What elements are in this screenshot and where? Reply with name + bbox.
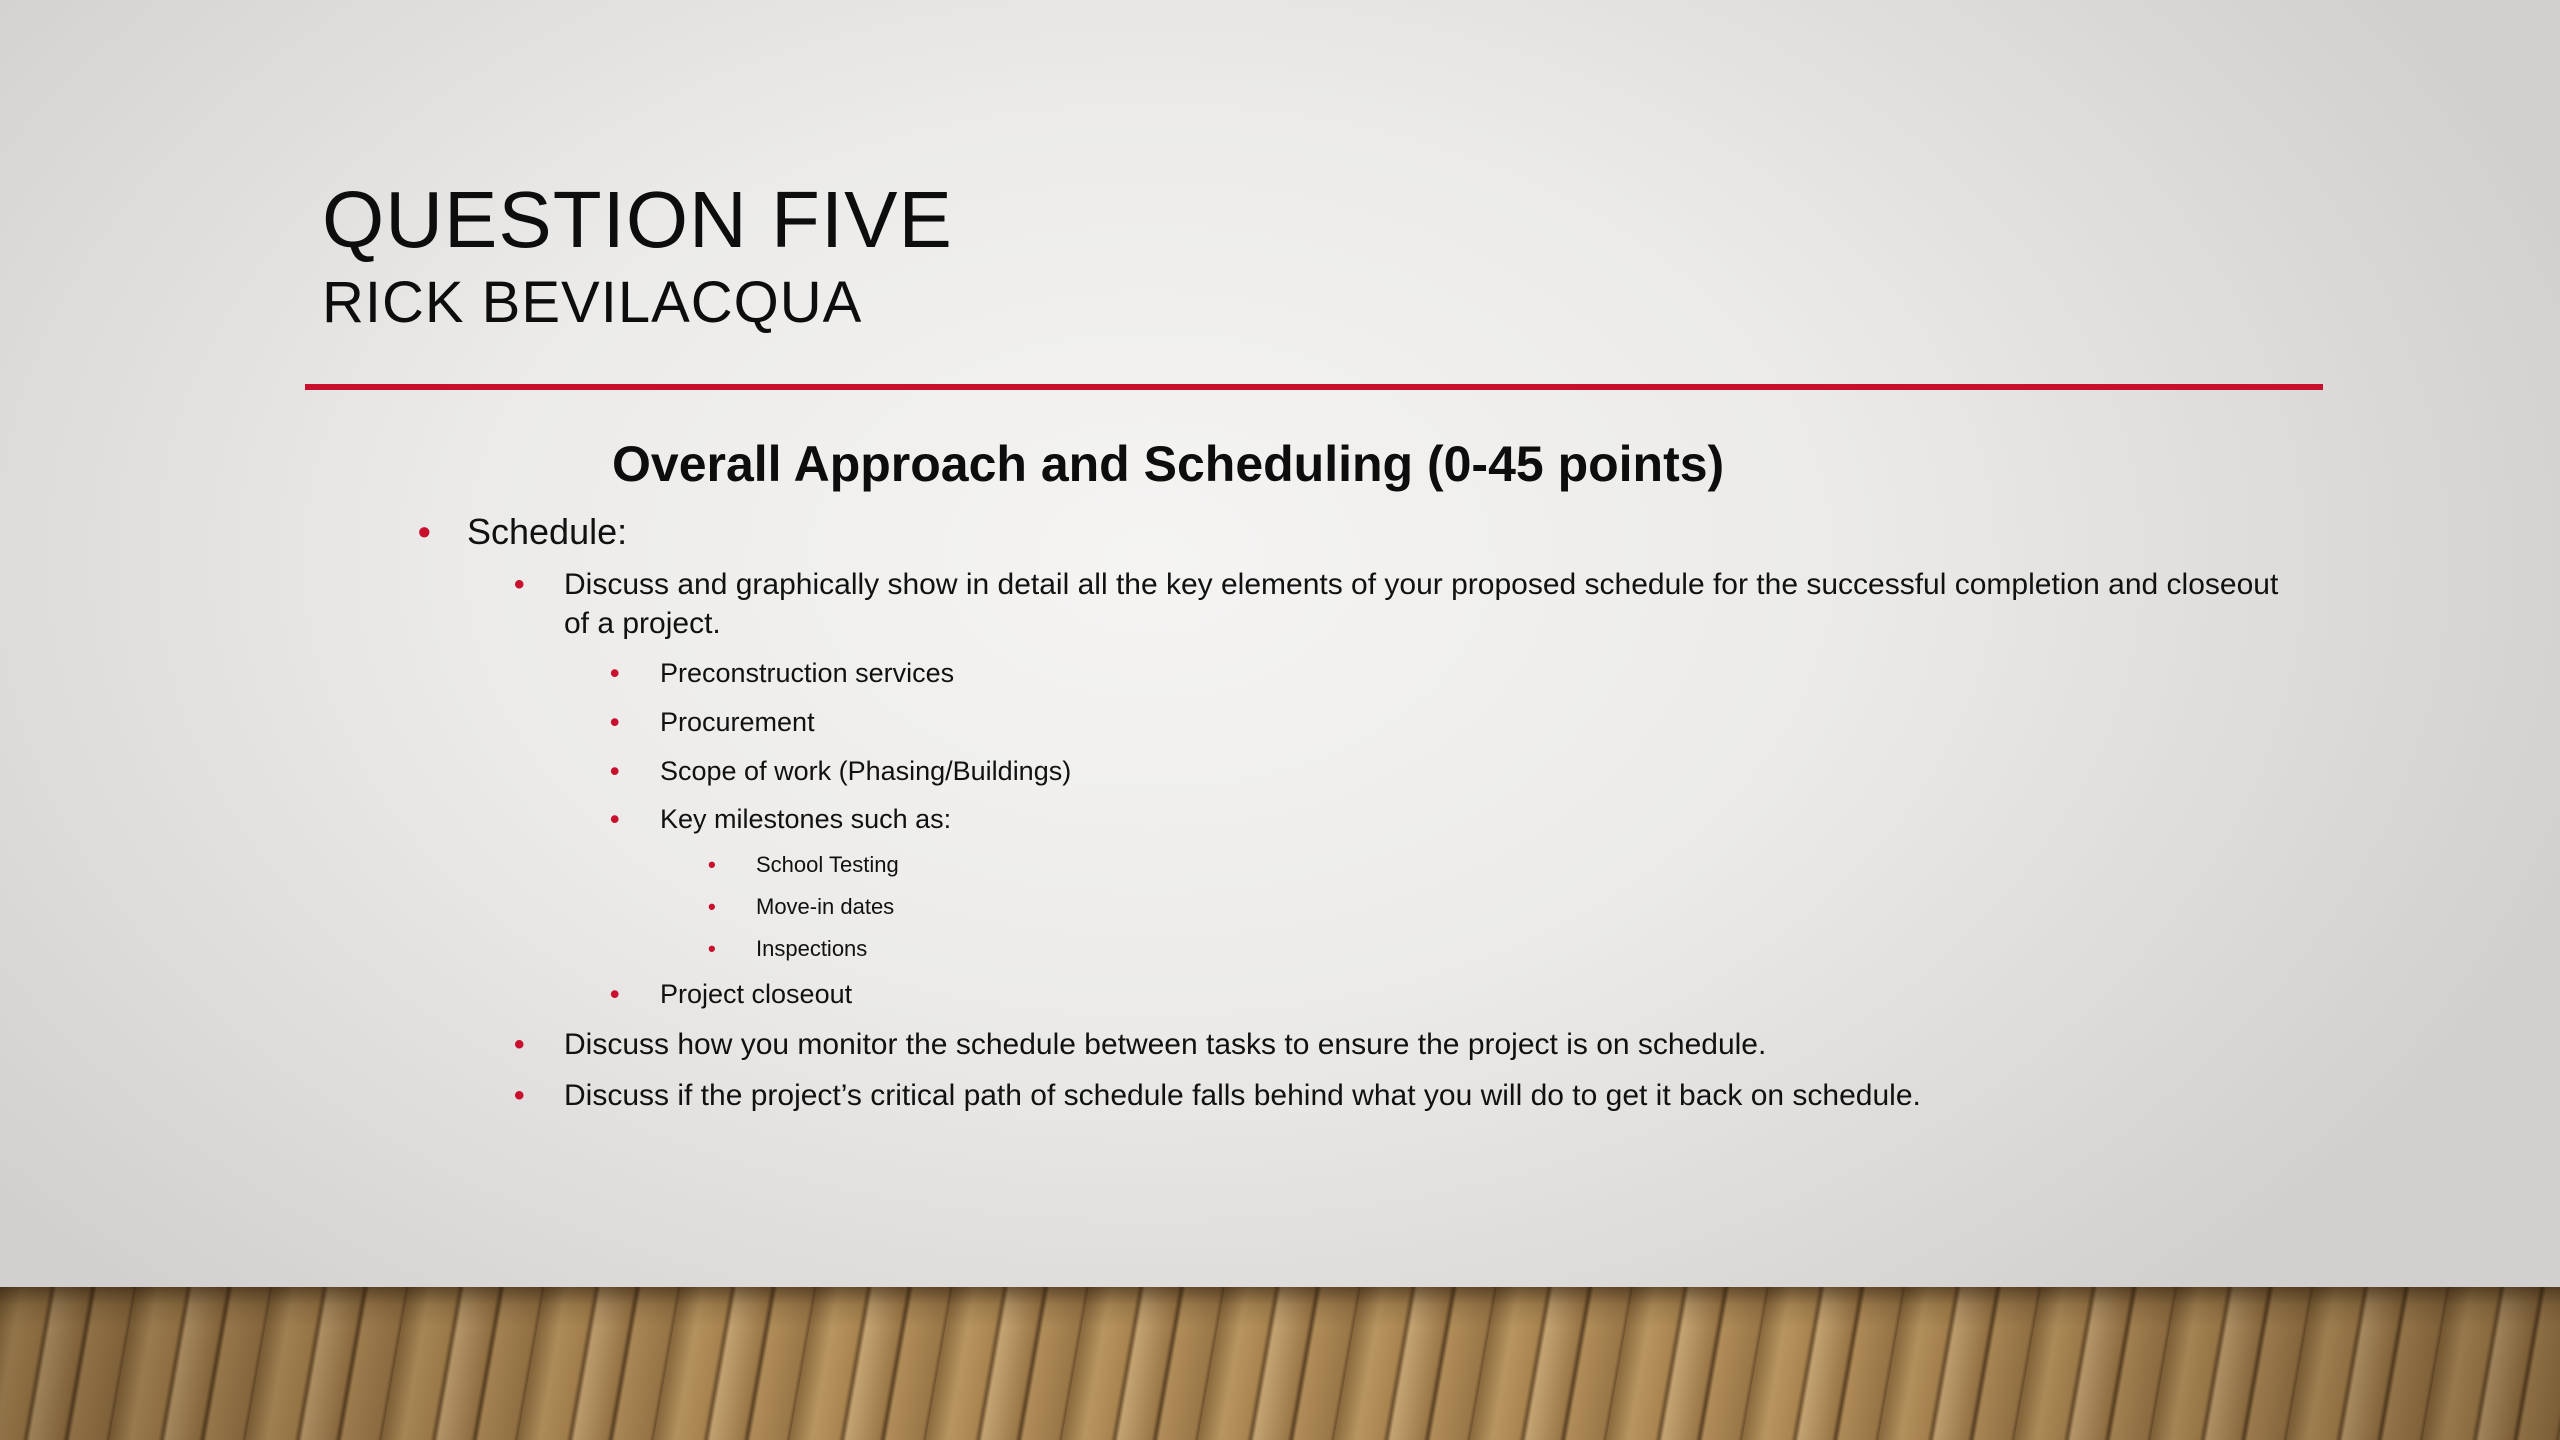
bullet-milestones: Key milestones such as: (660, 804, 952, 834)
bullet-dot: • (610, 979, 620, 1009)
slide-title: QUESTION FIVE (322, 175, 953, 264)
bullet-dot: • (708, 894, 716, 919)
bullet-closeout: Project closeout (660, 979, 853, 1009)
bullet-preconstruction: Preconstruction services (660, 658, 955, 688)
bullet-dot: • (514, 1079, 525, 1112)
bullet-dot: • (514, 1028, 525, 1061)
bullet-critical-path: Discuss if the project’s critical path of schedule falls behind what you will do to get it back on schedule. (564, 1079, 1921, 1112)
bullet-dot: • (708, 852, 716, 877)
floor-shadow (0, 1287, 2560, 1440)
bullet-procurement: Procurement (660, 707, 815, 737)
bullet-inspections: Inspections (756, 936, 868, 961)
bullet-school-testing: School Testing (756, 852, 899, 877)
section-heading: Overall Approach and Scheduling (0-45 points) (612, 436, 1725, 492)
bullet-schedule: Schedule: (467, 511, 628, 552)
bullet-dot: • (708, 936, 716, 961)
bullet-dot: • (610, 804, 620, 834)
bullet-dot: • (610, 756, 620, 786)
bullet-monitor: Discuss how you monitor the schedule between tasks to ensure the project is on schedule. (564, 1028, 1767, 1061)
bullet-dot: • (514, 568, 525, 601)
bullet-scope: Scope of work (Phasing/Buildings) (660, 756, 1072, 786)
bullet-dot: • (610, 707, 620, 737)
title-divider (305, 384, 2323, 390)
bullet-discuss-show: Discuss and graphically show in detail all the key elements of your proposed schedule for the successful completion and closeout of a project. (564, 568, 2279, 640)
slide-subtitle: RICK BEVILACQUA (322, 270, 863, 335)
title-block (322, 172, 953, 338)
bullet-move-in: Move-in dates (756, 894, 895, 919)
bullet-dot: • (610, 658, 620, 688)
bullet-dot: • (418, 511, 431, 552)
